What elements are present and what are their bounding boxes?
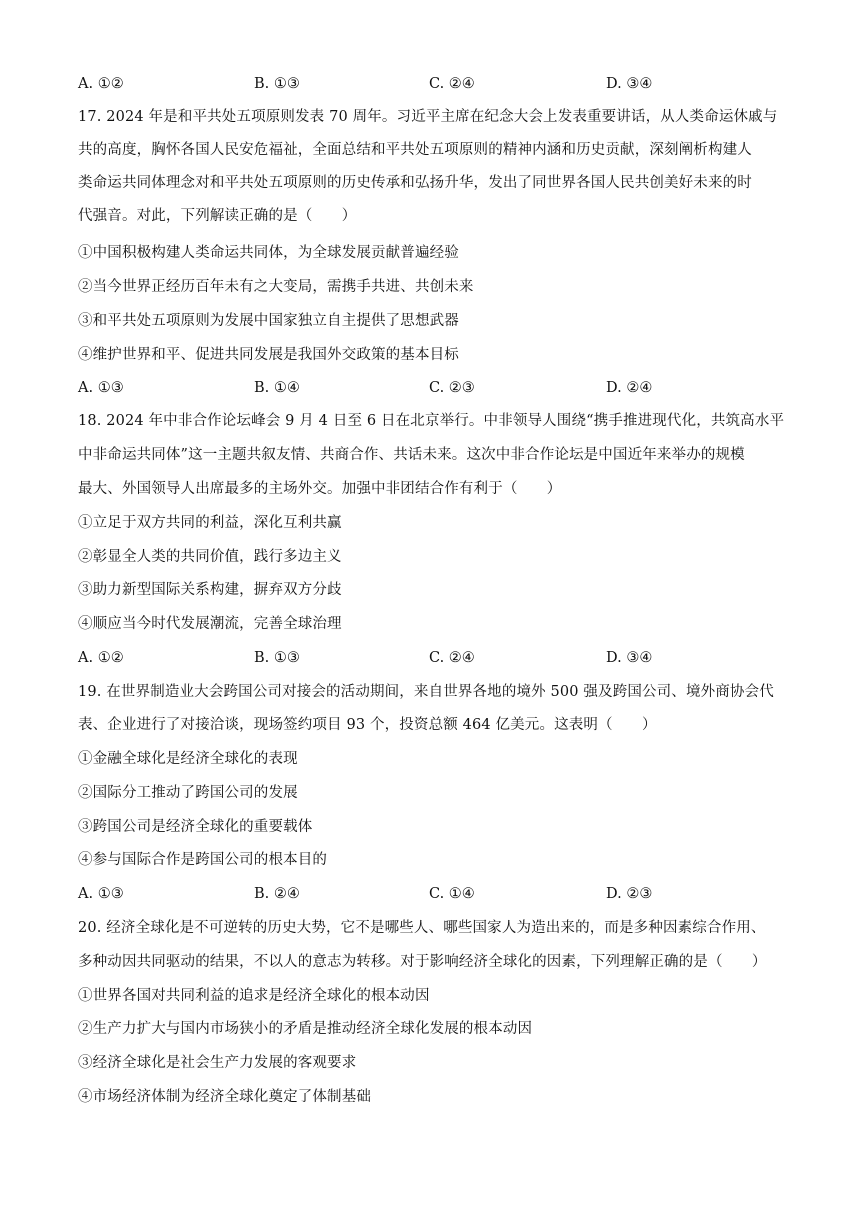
option-d: D. ③④ xyxy=(606,650,653,666)
option-a: A. ①② xyxy=(78,76,124,92)
option-c: C. ②④ xyxy=(429,650,475,666)
statement-3: ③助力新型国际关系构建，摒弃双方分歧 xyxy=(78,582,342,598)
statement-2: ②当今世界正经历百年未有之大变局，需携手共进、共创未来 xyxy=(78,279,474,295)
q16-options xyxy=(78,74,788,94)
statement-3: ③跨国公司是经济全球化的重要载体 xyxy=(78,819,313,835)
option-a: A. ①③ xyxy=(78,380,124,396)
question-stem-line: 共的高度，胸怀各国人民安危福祉，全面总结和平共处五项原则的精神内涵和历史贡献，深刻阐析构建人 xyxy=(78,142,752,158)
statement-1: ①世界各国对共同利益的追求是经济全球化的根本动因 xyxy=(78,988,430,1004)
option-b: B. ①③ xyxy=(254,76,300,92)
option-a: A. ①③ xyxy=(78,886,124,902)
question-stem-line: 中非命运共同体”这一主题共叙友情、共商合作、共话未来。这次中非合作论坛是中国近年来举办的规模 xyxy=(78,447,745,463)
option-c: C. ②③ xyxy=(429,380,475,396)
statement-2: ②国际分工推动了跨国公司的发展 xyxy=(78,785,298,801)
statement-2: ②彰显全人类的共同价值，践行多边主义 xyxy=(78,549,342,565)
answer-options xyxy=(78,884,788,904)
option-b: B. ①③ xyxy=(254,650,300,666)
option-d: D. ③④ xyxy=(606,76,653,92)
statement-3: ③经济全球化是社会生产力发展的客观要求 xyxy=(78,1055,357,1071)
statement-4: ④参与国际合作是跨国公司的根本目的 xyxy=(78,852,328,868)
statement-1: ①立足于双方共同的利益，深化互利共赢 xyxy=(78,515,342,531)
option-a: A. ①② xyxy=(78,650,124,666)
question-stem-line: 多种动因共同驱动的结果，不以人的意志为转移。对于影响经济全球化的因素，下列理解正确的是（ ） xyxy=(78,954,767,970)
option-c: C. ②④ xyxy=(429,76,475,92)
statement-1: ①中国积极构建人类命运共同体，为全球发展贡献普遍经验 xyxy=(78,245,459,261)
option-b: B. ②④ xyxy=(254,886,300,902)
option-b: B. ①④ xyxy=(254,380,300,396)
answer-options xyxy=(78,648,788,668)
question-stem-line: 18. 2024 年中非合作论坛峰会 9 月 4 日至 6 日在北京举行。中非领导人围绕“携手推进现代化，共筑高水平 xyxy=(78,413,785,429)
statement-2: ②生产力扩大与国内市场狭小的矛盾是推动经济全球化发展的根本动因 xyxy=(78,1021,533,1037)
statement-4: ④维护世界和平、促进共同发展是我国外交政策的基本目标 xyxy=(78,347,459,363)
option-d: D. ②③ xyxy=(606,886,653,902)
question-stem-line: 20. 经济全球化是不可逆转的历史大势，它不是哪些人、哪些国家人为造出来的，而是多种因素综合作用、 xyxy=(78,920,766,936)
statement-1: ①金融全球化是经济全球化的表现 xyxy=(78,751,298,767)
answer-options xyxy=(78,378,788,398)
statement-4: ④顺应当今时代发展潮流，完善全球治理 xyxy=(78,616,342,632)
statement-4: ④市场经济体制为经济全球化奠定了体制基础 xyxy=(78,1089,371,1105)
question-stem-line: 代强音。对此，下列解读正确的是（ ） xyxy=(78,208,357,224)
option-c: C. ①④ xyxy=(429,886,475,902)
option-d: D. ②④ xyxy=(606,380,653,396)
question-stem-line: 19. 在世界制造业大会跨国公司对接会的活动期间，来自世界各地的境外 500 强及跨国公司、境外商协会代 xyxy=(78,684,774,700)
question-stem-line: 类命运共同体理念对和平共处五项原则的历史传承和弘扬升华，发出了同世界各国人民共创美好未来的时 xyxy=(78,175,752,191)
question-stem-line: 17. 2024 年是和平共处五项原则发表 70 周年。习近平主席在纪念大会上发表重要讲话，从人类命运休戚与 xyxy=(78,109,778,125)
statement-3: ③和平共处五项原则为发展中国家独立自主提供了思想武器 xyxy=(78,313,459,329)
question-stem-line: 表、企业进行了对接洽谈，现场签约项目 93 个，投资总额 464 亿美元。这表明（ ） xyxy=(78,717,657,733)
question-stem-line: 最大、外国领导人出席最多的主场外交。加强中非团结合作有利于（ ） xyxy=(78,481,562,497)
